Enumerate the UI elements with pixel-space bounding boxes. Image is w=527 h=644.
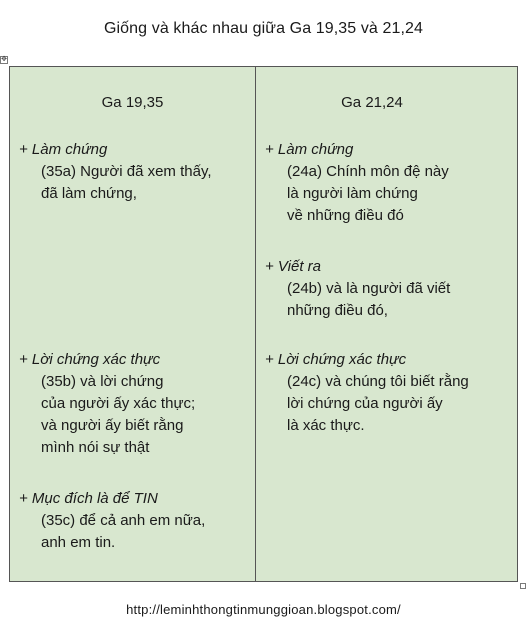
section-body: (24c) và chúng tôi biết rằng lời chứng của người ấy là xác thực. — [287, 373, 469, 434]
section-heading: + Làm chứng — [19, 141, 108, 158]
column-right — [256, 67, 518, 581]
section-body: (24a) Chính môn đệ này là người làm chứng về những điều đó — [287, 163, 449, 224]
section-body: (35a) Người đã xem thấy, đã làm chứng, — [41, 163, 212, 202]
section-heading: + Lời chứng xác thực — [265, 351, 407, 368]
table-move-handle-icon[interactable]: ✥ — [1, 56, 7, 63]
column-left — [10, 67, 255, 581]
page-title: Giống và khác nhau giữa Ga 19,35 và 21,24 — [103, 20, 424, 37]
comparison-table — [9, 66, 518, 582]
column-header-right: Ga 21,24 — [341, 94, 403, 111]
section-heading: + Viết ra — [265, 258, 322, 275]
right-section-viet-ra — [265, 256, 515, 322]
left-section-loi-chung-xac-thuc — [19, 349, 251, 459]
column-header-left: Ga 19,35 — [101, 94, 164, 111]
section-heading: + Làm chứng — [265, 141, 354, 158]
footer-url: http://leminhthongtinmunggioan.blogspot.com/ — [126, 602, 401, 617]
table-resize-handle[interactable] — [520, 583, 526, 589]
section-body: (35b) và lời chứng của người ấy xác thực; và người ấy biết rằng mình nói sự thật — [41, 373, 196, 456]
section-heading: + Mục đích là để TIN — [19, 490, 158, 507]
section-body: (35c) để cả anh em nữa, anh em tin. — [41, 512, 206, 551]
right-section-lam-chung — [265, 139, 515, 227]
left-section-muc-dich — [19, 488, 251, 554]
left-section-lam-chung — [19, 139, 251, 205]
section-heading: + Lời chứng xác thực — [19, 351, 161, 368]
section-body: (24b) và là người đã viết những điều đó, — [287, 280, 451, 319]
right-section-loi-chung-xac-thuc — [265, 349, 515, 437]
